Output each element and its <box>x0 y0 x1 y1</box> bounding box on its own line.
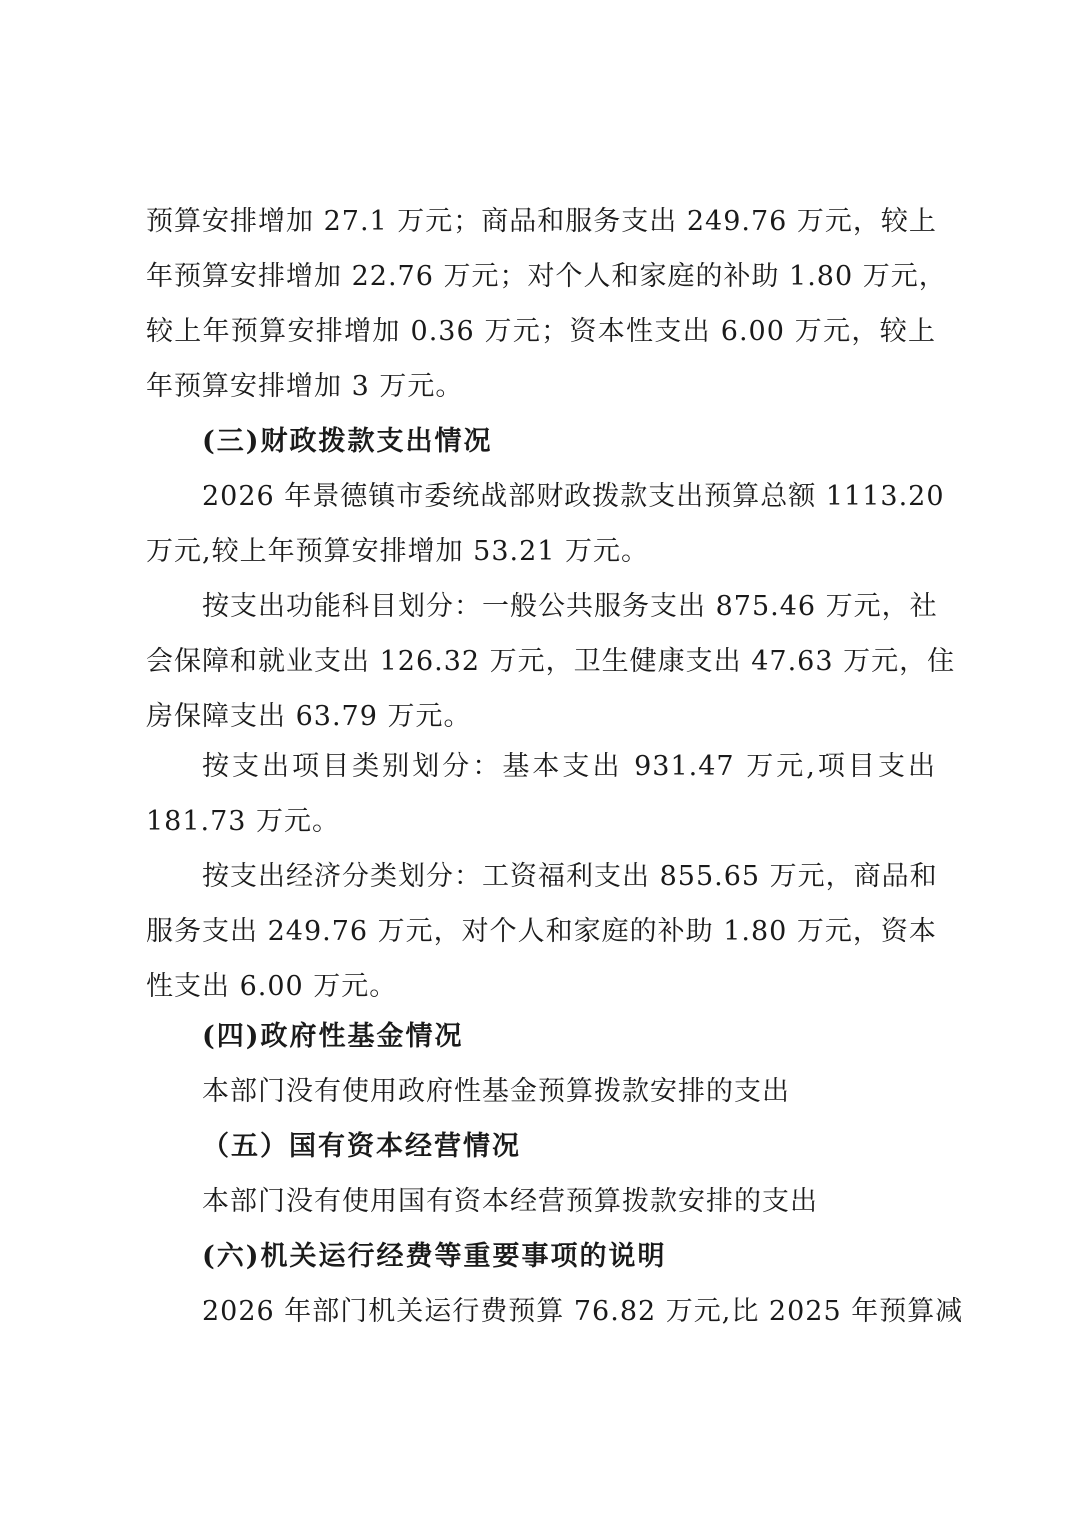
text-line: 较上年预算安排增加 0.36 万元；资本性支出 6.00 万元，较上 <box>146 316 936 347</box>
text-line: 按支出经济分类划分：工资福利支出 855.65 万元，商品和 <box>202 861 938 892</box>
text-line: 本部门没有使用国有资本经营预算拨款安排的支出 <box>202 1186 818 1217</box>
text-line: 本部门没有使用政府性基金预算拨款安排的支出 <box>202 1076 790 1107</box>
text-line: 年预算安排增加 22.76 万元；对个人和家庭的补助 1.80 万元， <box>146 261 947 292</box>
text-line: 房保障支出 63.79 万元。 <box>146 701 472 732</box>
text-line: 181.73 万元。 <box>146 806 341 837</box>
section-heading-4: (四)政府性基金情况 <box>202 1021 464 1052</box>
text-line: 预算安排增加 27.1 万元；商品和服务支出 249.76 万元，较上 <box>146 206 937 237</box>
text-line: 2026 年景德镇市委统战部财政拨款支出预算总额 1113.20 <box>202 481 945 512</box>
text-line: 服务支出 249.76 万元，对个人和家庭的补助 1.80 万元，资本 <box>146 916 937 947</box>
section-heading-6: (六)机关运行经费等重要事项的说明 <box>202 1241 667 1272</box>
text-line: 按支出项目类别划分：基本支出 931.47 万元,项目支出 <box>202 751 936 782</box>
text-line: 万元,较上年预算安排增加 53.21 万元。 <box>146 536 650 567</box>
text-line: 2026 年部门机关运行费预算 76.82 万元,比 2025 年预算减 <box>202 1296 964 1327</box>
section-heading-5: （五）国有资本经营情况 <box>202 1131 521 1162</box>
section-heading-3: (三)财政拨款支出情况 <box>202 426 493 457</box>
text-line: 性支出 6.00 万元。 <box>146 971 398 1002</box>
text-line: 按支出功能科目划分：一般公共服务支出 875.46 万元，社 <box>202 591 938 622</box>
text-line: 会保障和就业支出 126.32 万元，卫生健康支出 47.63 万元，住 <box>146 646 956 677</box>
text-line: 年预算安排增加 3 万元。 <box>146 371 464 402</box>
